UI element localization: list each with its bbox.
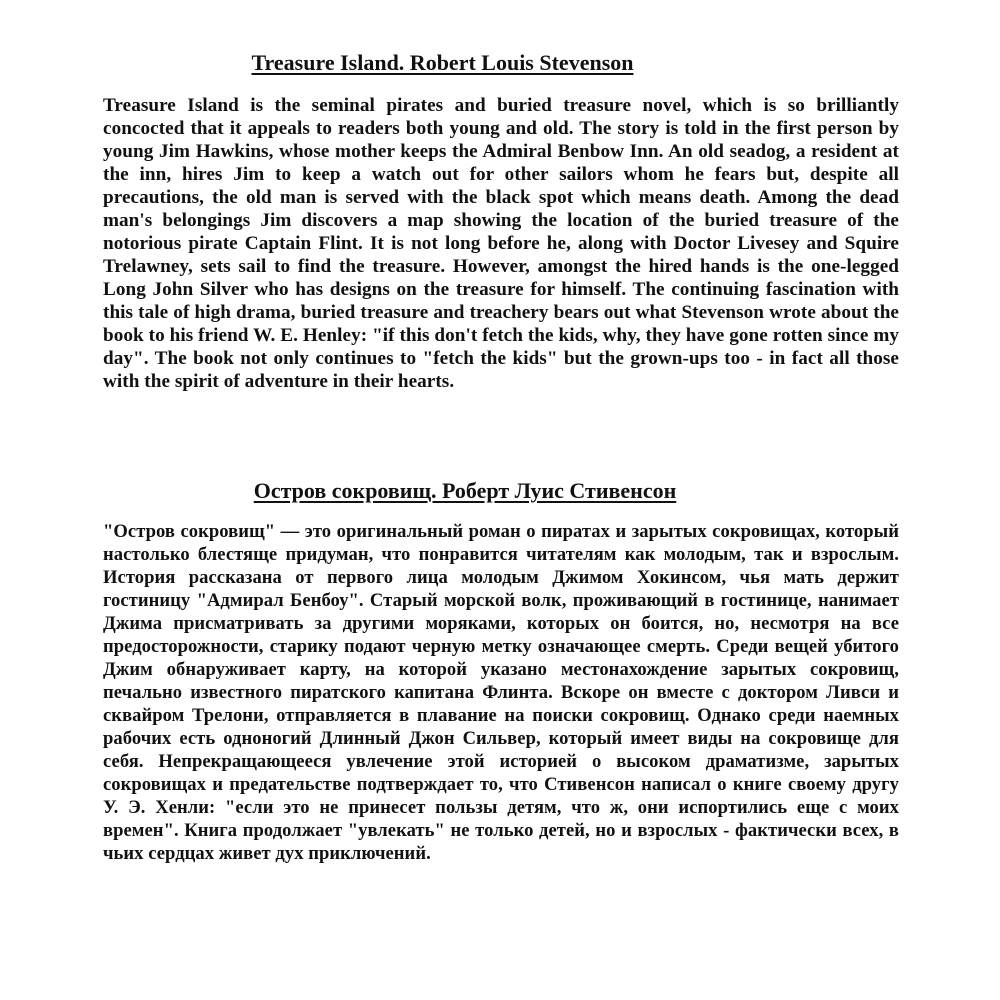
- english-title: [0, 50, 1000, 76]
- russian-title: [0, 478, 1000, 504]
- english-title-text: Treasure Island. Robert Louis Stevenson: [251, 50, 634, 75]
- english-paragraph: Treasure Island is the seminal pirates and buried treasure novel, which is so brilliantly concocted that it appeals to readers both young and old. The story is told in the first person by young Jim Hawkins, whose mother keeps the Admiral Benbow Inn. An old seadog, a resident at the inn, hires Jim to keep a watch out for other sailors whom he fears but, despite all precautions, the old man is served with the black spot which means death. Among the dead man's belongings Jim discovers a map showing the location of the buried treasure of the notorious pirate Captain Flint. It is not long before he, along with Doctor Livesey and Squire Trelawney, sets sail to find the treasure. However, amongst the hired hands is the one-legged Long John Silver who has designs on the treasure for himself. The continuing fascination with this tale of high drama, buried treasure and treachery bears out what Stevenson wrote about the book to his friend W. E. Henley: "if this don't fetch the kids, why, they have gone rotten since my day". The book not only continues to "fetch the kids" but the grown-ups too - in fact all those with the spirit of adventure in their hearts.: [103, 95, 899, 392]
- russian-paragraph: "Остров сокровищ" — это оригинальный роман о пиратах и зарытых сокровищах, который настолько блестяще придуман, что понравится читателям как молодым, так и взрослым. История рассказана от первого лица молодым Джимом Хокинсом, чья мать держит гостиницу "Адмирал Бенбоу". Старый морской волк, проживающий в гостинице, нанимает Джима присматривать за другими моряками, которых он боится, но, несмотря на все предосторожности, старику подают черную метку означающее смерть. Среди вещей убитого Джим обнаруживает карту, на которой указано местонахождение зарытых сокровищ, печально известного пиратского капитана Флинта. Вскоре он вместе с доктором Ливси и сквайром Трелони, отправляется в плавание на поиски сокровищ. Однако среди наемных рабочих есть одноногий Длинный Джон Сильвер, который имеет виды на сокровище для себя. Непрекращающееся увлечение этой историей о высоком драматизме, зарытых сокровищах и предательстве подтверждает то, что Стивенсон написал о книге своему другу У. Э. Хенли: "если это не принесет пользы детям, что ж, они испортились еще с моих времен". Книга продолжает "увлекать" не только детей, но и взрослых - фактически всех, в чьих сердцах живет дух приключений.: [103, 521, 899, 864]
- russian-title-text: Остров сокровищ. Роберт Луис Стивенсон: [253, 478, 677, 503]
